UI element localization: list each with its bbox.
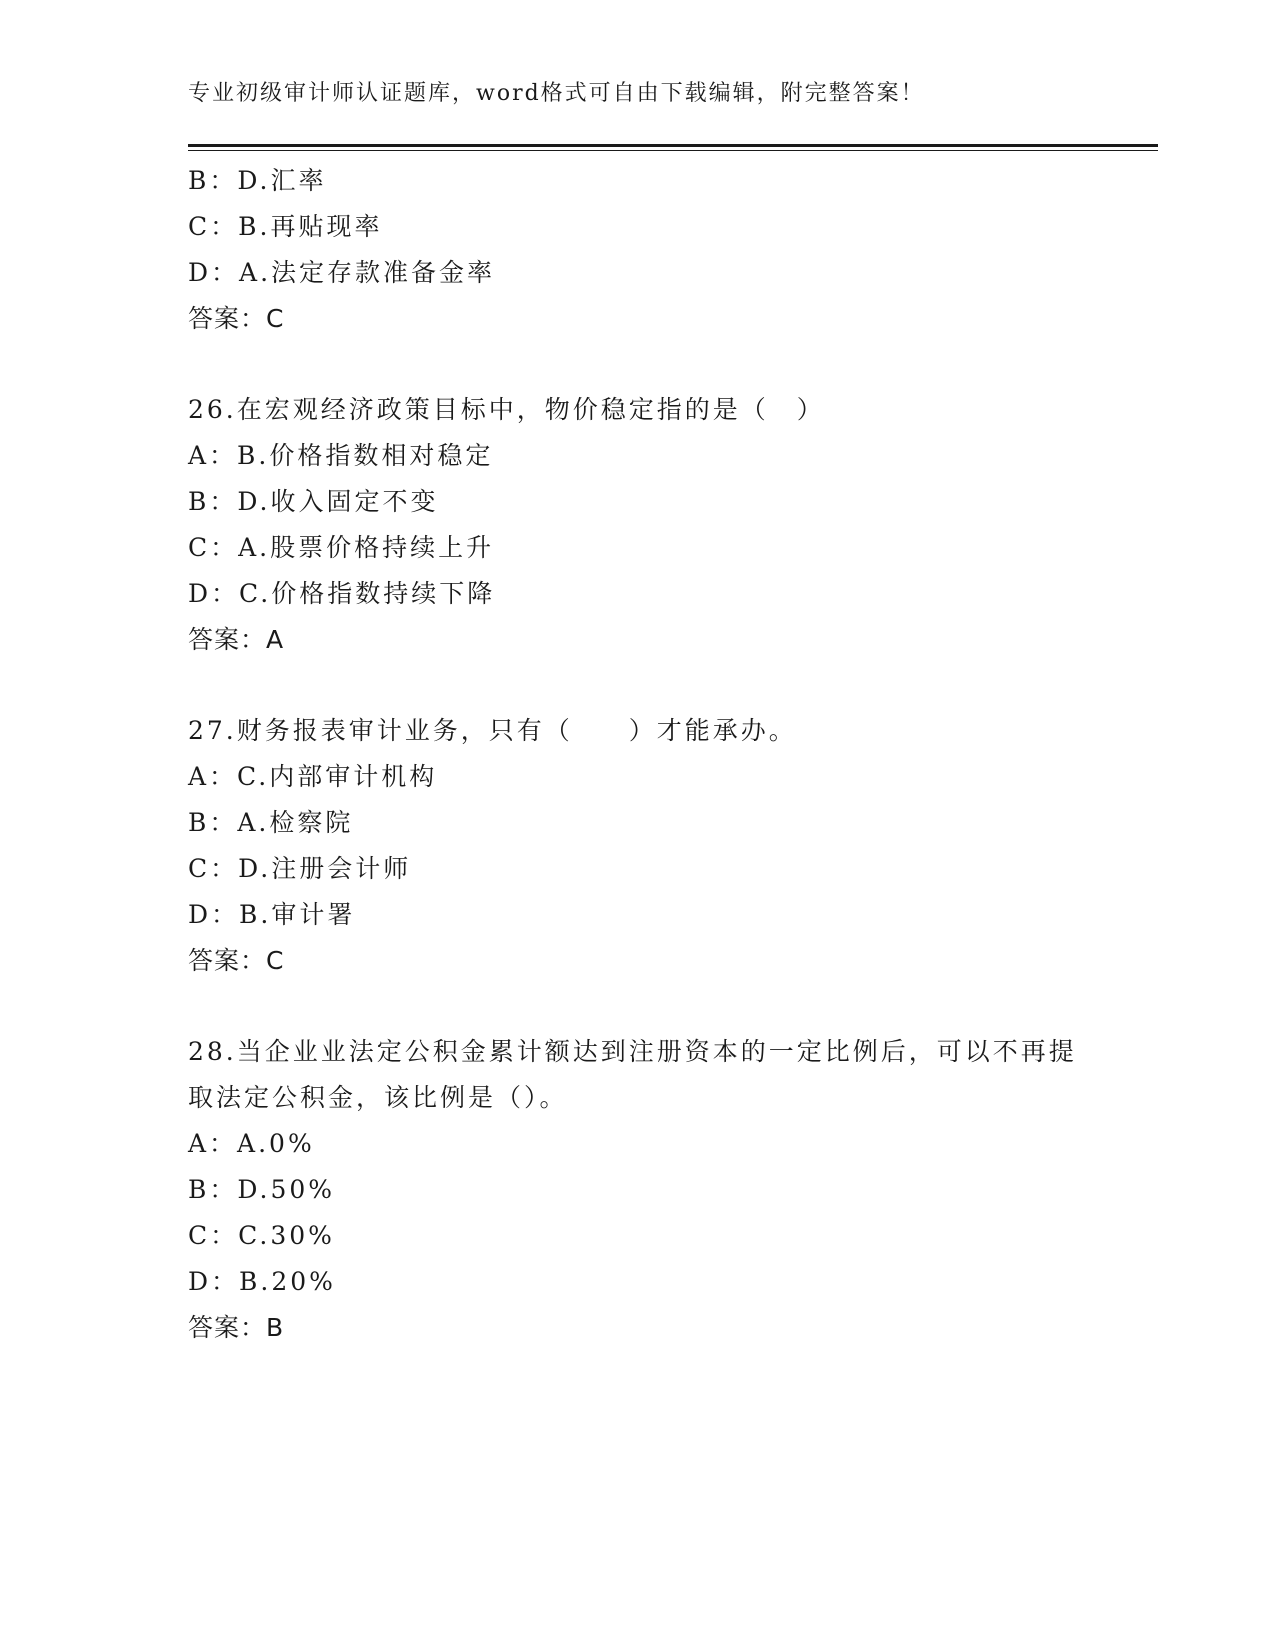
- header-rule-thin: [188, 150, 1158, 151]
- option-c: C：C.30%: [188, 1221, 335, 1250]
- header-rule-thick: [188, 144, 1158, 147]
- option-a: A：A.0%: [188, 1129, 315, 1158]
- option-c: C：D.注册会计师: [188, 854, 412, 883]
- question-stem-line-2: 取法定公积金，该比例是（）。: [188, 1083, 568, 1112]
- option-a: A：B.价格指数相对稳定: [188, 441, 494, 470]
- option-b: B：D.汇率: [188, 166, 327, 195]
- answer-line: 答案：C: [188, 304, 285, 333]
- question-stem: 27.财务报表审计业务，只有（ ）才能承办。: [188, 716, 797, 745]
- option-b: B：A.检察院: [188, 808, 354, 837]
- question-27: [188, 708, 1088, 984]
- option-c: C：A.股票价格持续上升: [188, 533, 495, 562]
- question-content: [188, 158, 1088, 1351]
- option-a: A：C.内部审计机构: [188, 762, 438, 791]
- answer-line: 答案：C: [188, 946, 285, 975]
- option-d: D：B.审计署: [188, 900, 356, 929]
- question-26: [188, 387, 1088, 663]
- answer-line: 答案：A: [188, 625, 285, 654]
- option-b: B：D.50%: [188, 1175, 336, 1204]
- header-text: 专业初级审计师认证题库，word格式可自由下载编辑，附完整答案！: [188, 81, 925, 106]
- question-stem-line-1: 28.当企业业法定公积金累计额达到注册资本的一定比例后，可以不再提: [188, 1037, 1077, 1066]
- option-d: D：A.法定存款准备金率: [188, 258, 496, 287]
- option-d: D：B.20%: [188, 1267, 336, 1296]
- question-stem: 26.在宏观经济政策目标中，物价稳定指的是（ ）: [188, 395, 825, 424]
- answer-line: 答案：B: [188, 1313, 285, 1342]
- option-d: D：C.价格指数持续下降: [188, 579, 496, 608]
- option-b: B：D.收入固定不变: [188, 487, 439, 516]
- question-28: [188, 1029, 1088, 1351]
- previous-question-block: [188, 158, 1088, 342]
- option-c: C：B.再贴现率: [188, 212, 383, 241]
